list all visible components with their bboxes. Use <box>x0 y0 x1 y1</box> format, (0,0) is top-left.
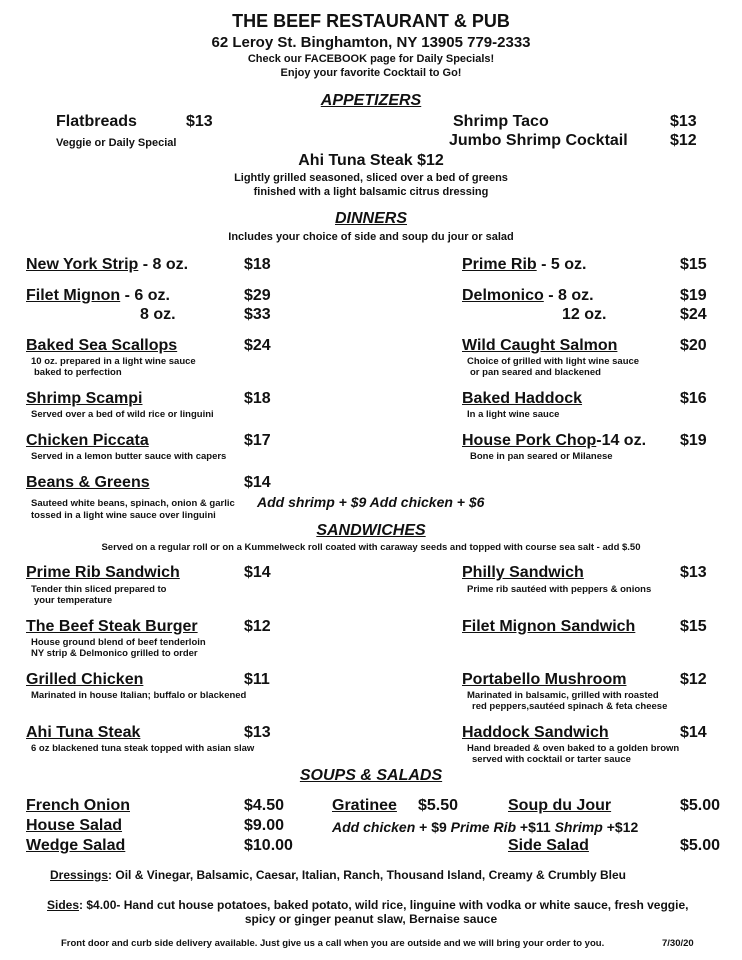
salmon-price: $20 <box>680 337 707 354</box>
pork-desc1: Bone in pan seared or Milanese <box>470 451 613 462</box>
portabello-price: $12 <box>680 671 707 688</box>
add-chicken-price: + $9 <box>419 819 447 835</box>
pork-size: -14 oz. <box>596 432 647 449</box>
ny-strip-price: $18 <box>244 256 271 273</box>
house-salad-name: House Salad <box>26 817 123 834</box>
prime-rib-price: $15 <box>680 256 707 273</box>
portabello-desc2: red peppers,sautéed spinach & feta cheese <box>472 701 668 712</box>
salmon-name: Wild Caught Salmon <box>462 337 618 354</box>
filet-price: $29 <box>244 287 271 304</box>
haddock-sandwich-desc2: served with cocktail or tarter sauce <box>472 754 631 765</box>
add-chicken-label: Add chicken <box>332 819 416 835</box>
flatbreads-desc: Veggie or Daily Special <box>56 137 177 149</box>
pork-price: $19 <box>680 432 707 449</box>
grilled-chicken-desc1: Marinated in house Italian; buffalo or blackened <box>31 690 247 701</box>
portabello-desc1: Marinated in balsamic, grilled with roasted <box>467 690 659 701</box>
piccata-desc1: Served in a lemon butter sauce with capers <box>31 451 227 462</box>
pork-name: House Pork Chop <box>462 432 597 449</box>
ahi-appetizer-desc2: finished with a light balsamic citrus dressing <box>253 186 489 198</box>
ahi-sandwich-desc1: 6 oz blackened tuna steak topped with asian slaw <box>31 743 255 754</box>
cocktail-note: Enjoy your favorite Cocktail to Go! <box>280 67 462 79</box>
burger-price: $12 <box>244 618 271 635</box>
filet-size2: 8 oz. <box>140 306 176 323</box>
haddock-sandwich-price: $14 <box>680 724 707 741</box>
dinners-subtitle: Includes your choice of side and soup du jour or salad <box>228 231 514 243</box>
burger-name: The Beef Steak Burger <box>26 618 198 635</box>
ahi-appetizer-name: Ahi Tuna Steak $12 <box>298 152 444 169</box>
salad-addons <box>332 819 638 835</box>
dressings-text: : Oil & Vinegar, Balsamic, Caesar, Italian, Ranch, Thousand Island, Creamy & Crumbly Bleu <box>108 868 626 882</box>
haddock-sandwich-name: Haddock Sandwich <box>462 724 609 741</box>
facebook-note: Check our FACEBOOK page for Daily Specials! <box>247 53 495 65</box>
jumbo-shrimp-name: Jumbo Shrimp Cocktail <box>449 132 628 149</box>
delmonico-item <box>462 287 594 305</box>
side-salad-name: Side Salad <box>508 837 589 854</box>
delmonico-size2: 12 oz. <box>562 306 607 323</box>
prime-rib-name: Prime Rib <box>462 256 537 273</box>
beans-price: $14 <box>244 474 271 491</box>
add-shrimp-label: Shrimp <box>554 819 603 835</box>
soup-du-jour-price: $5.00 <box>680 797 721 814</box>
philly-desc1: Prime rib sautéed with peppers & onions <box>467 584 652 595</box>
ny-strip-name: New York Strip <box>26 256 139 273</box>
haddock-desc1: In a light wine sauce <box>467 409 560 420</box>
jumbo-shrimp-price: $12 <box>670 132 697 149</box>
scampi-name: Shrimp Scampi <box>26 390 143 407</box>
prime-rib-sandwich-desc1: Tender thin sliced prepared to <box>31 584 167 595</box>
sides-line <box>47 898 688 912</box>
sandwiches-subtitle: Served on a regular roll or on a Kummelweck roll coated with caraway seeds and topped with course sea salt - add $.50 <box>101 542 641 553</box>
dinner-addons: Add shrimp + $9 Add chicken + $6 <box>257 494 485 510</box>
beans-desc2: tossed in a light wine sauce over linguini <box>31 510 216 521</box>
prime-rib-sandwich-name: Prime Rib Sandwich <box>26 564 180 581</box>
dinners-heading: DINNERS <box>334 210 407 227</box>
filet-name: Filet Mignon <box>26 287 121 304</box>
grilled-chicken-price: $11 <box>244 671 270 688</box>
add-prime-rib-label: Prime Rib <box>450 819 517 835</box>
sandwiches-heading: SANDWICHES <box>316 522 426 539</box>
philly-price: $13 <box>680 564 707 581</box>
add-shrimp-price: +$12 <box>606 819 639 835</box>
soup-du-jour-name: Soup du Jour <box>508 797 612 814</box>
soups-heading: SOUPS & SALADS <box>299 767 443 784</box>
piccata-price: $17 <box>244 432 271 449</box>
scallops-name: Baked Sea Scallops <box>26 337 178 354</box>
flatbreads-name: Flatbreads <box>56 113 137 130</box>
shrimp-taco-name: Shrimp Taco <box>453 113 549 130</box>
haddock-name: Baked Haddock <box>462 390 583 407</box>
french-onion-price: $4.50 <box>244 797 285 814</box>
ny-strip-item <box>26 256 188 274</box>
ahi-sandwich-name: Ahi Tuna Steak <box>26 724 141 741</box>
shrimp-taco-price: $13 <box>670 113 697 130</box>
portabello-name: Portabello Mushroom <box>462 671 627 688</box>
restaurant-address: 62 Leroy St. Binghamton, NY 13905 779-2333 <box>211 34 531 51</box>
prime-rib-size: - 5 oz. <box>536 256 587 273</box>
wedge-salad-price: $10.00 <box>244 837 293 854</box>
dressings-label: Dressings <box>50 868 109 882</box>
delmonico-price2: $24 <box>680 306 707 323</box>
filet-size: - 6 oz. <box>120 287 170 304</box>
scallops-desc2: baked to perfection <box>34 367 122 378</box>
ny-strip-size: - 8 oz. <box>138 256 189 273</box>
filet-sandwich-price: $15 <box>680 618 707 635</box>
delmonico-price: $19 <box>680 287 707 304</box>
burger-desc2: NY strip & Delmonico grilled to order <box>31 648 198 659</box>
philly-name: Philly Sandwich <box>462 564 584 581</box>
house-salad-price: $9.00 <box>244 817 285 834</box>
ahi-appetizer-desc1: Lightly grilled seasoned, sliced over a bed of greens <box>234 172 508 184</box>
scampi-desc1: Served over a bed of wild rice or linguini <box>31 409 214 420</box>
flatbreads-price: $13 <box>186 113 213 130</box>
footer-date: 7/30/20 <box>662 938 694 949</box>
appetizers-heading: APPETIZERS <box>320 92 422 109</box>
prime-rib-item <box>462 256 586 274</box>
filet-item <box>26 287 170 305</box>
salmon-desc1: Choice of grilled with light wine sauce <box>467 356 640 367</box>
gratinee-name: Gratinee <box>332 797 397 814</box>
ahi-sandwich-price: $13 <box>244 724 271 741</box>
sides-text1: : $4.00- Hand cut house potatoes, baked potato, wild rice, linguine with vodka or white sauce, fresh veggie, <box>79 898 689 912</box>
side-salad-price: $5.00 <box>680 837 721 854</box>
delmonico-size: - 8 oz. <box>543 287 594 304</box>
prime-rib-sandwich-price: $14 <box>244 564 271 581</box>
burger-desc1: House ground blend of beef tenderloin <box>31 637 206 648</box>
scallops-price: $24 <box>244 337 271 354</box>
filet-sandwich-name: Filet Mignon Sandwich <box>462 618 636 635</box>
add-prime-rib-price: +$11 <box>519 819 551 835</box>
scallops-desc1: 10 oz. prepared in a light wine sauce <box>31 356 196 367</box>
french-onion-name: French Onion <box>26 797 130 814</box>
salmon-desc2: or pan seared and blackened <box>470 367 601 378</box>
beans-desc1: Sauteed white beans, spinach, onion & garlic <box>31 498 235 509</box>
piccata-name: Chicken Piccata <box>26 432 149 449</box>
pork-item <box>462 432 646 450</box>
haddock-sandwich-desc1: Hand breaded & oven baked to a golden brown <box>467 743 680 754</box>
delmonico-name: Delmonico <box>462 287 544 304</box>
sides-text2: spicy or ginger peanut slaw, Bernaise sauce <box>244 912 498 926</box>
dressings-line <box>50 868 626 882</box>
gratinee-price: $5.50 <box>418 797 459 814</box>
prime-rib-sandwich-desc2: your temperature <box>34 595 113 606</box>
filet-price2: $33 <box>244 306 271 323</box>
wedge-salad-name: Wedge Salad <box>26 837 126 854</box>
haddock-price: $16 <box>680 390 707 407</box>
beans-name: Beans & Greens <box>26 474 150 491</box>
grilled-chicken-name: Grilled Chicken <box>26 671 144 688</box>
sides-label: Sides <box>47 898 80 912</box>
footer-text: Front door and curb side delivery available. Just give us a call when you are outside and we will bring your order to you. <box>61 938 605 949</box>
scampi-price: $18 <box>244 390 271 407</box>
restaurant-name: THE BEEF RESTAURANT & PUB <box>232 11 510 31</box>
